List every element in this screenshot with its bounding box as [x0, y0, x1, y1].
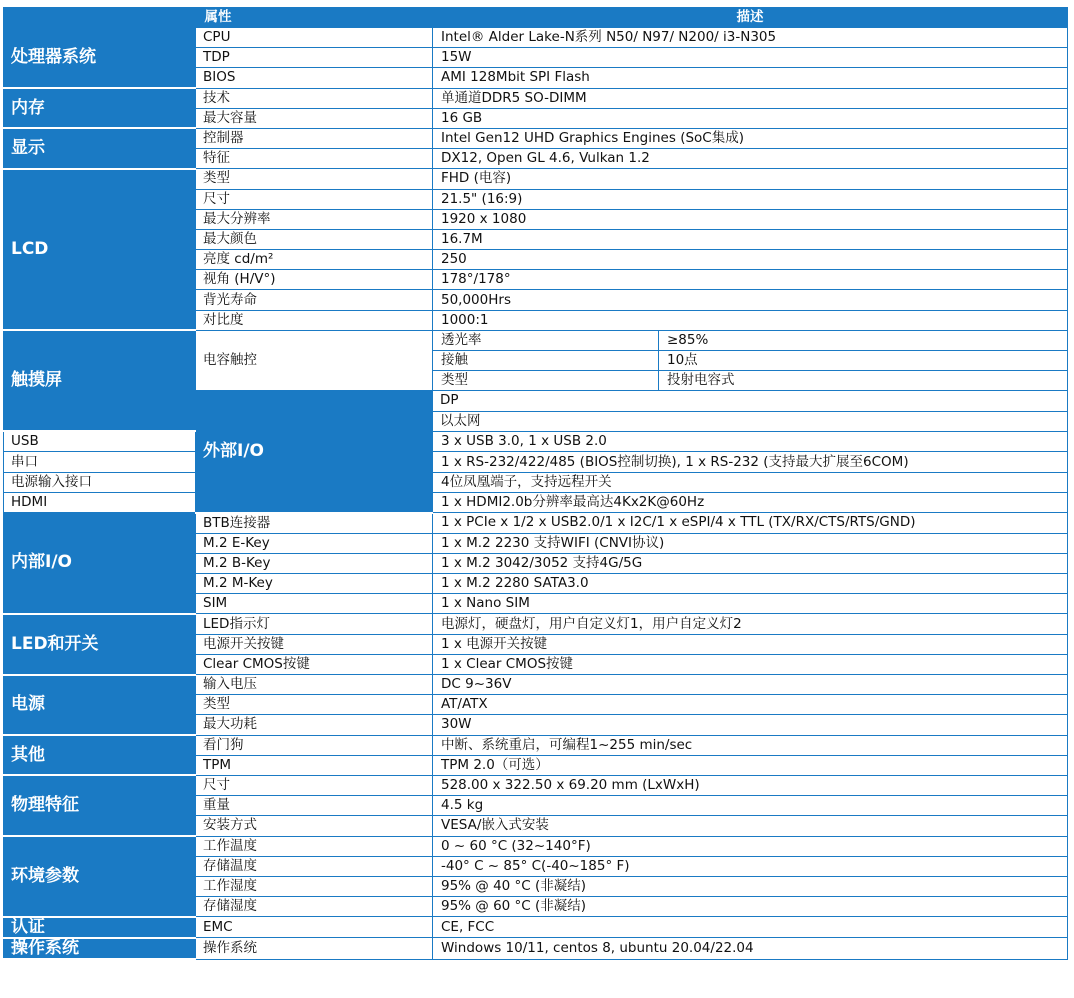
- table-row: [4, 917, 1068, 938]
- value-cell: 4.5 kg: [433, 796, 1068, 816]
- value-cell: 15W: [433, 48, 1068, 68]
- sub-property-cell: 类型: [433, 371, 659, 391]
- category-cell: 认证: [4, 917, 196, 938]
- property-cell: 存储湿度: [196, 897, 433, 917]
- value-cell: 1920 x 1080: [433, 209, 1068, 229]
- sub-property-cell: 接触: [433, 351, 659, 371]
- category-cell: 显示: [4, 128, 196, 168]
- table-row: [4, 492, 1068, 512]
- value-cell: 1 x HDMI2.0b分辨率最高达4Kx2K@60Hz: [433, 492, 1068, 512]
- category-cell: LED和开关: [4, 614, 196, 675]
- category-cell: 操作系统: [4, 938, 196, 959]
- value-cell: -40° C ~ 85° C(-40~185° F): [433, 856, 1068, 876]
- table-header-row: [4, 8, 1068, 28]
- spec-table: [3, 7, 1068, 960]
- property-cell: 以太网: [433, 411, 1068, 431]
- property-cell: HDMI: [4, 492, 196, 512]
- property-cell: 安装方式: [196, 816, 433, 836]
- value-cell: 21.5" (16:9): [433, 189, 1068, 209]
- property-cell: 工作湿度: [196, 876, 433, 896]
- value-cell: 1 x PCIe x 1/2 x USB2.0/1 x I2C/1 x eSPI/4 x TTL (TX/RX/CTS/RTS/GND): [433, 513, 1068, 534]
- value-cell: TPM 2.0（可选）: [433, 755, 1068, 775]
- value-cell: Intel® Alder Lake-N系列 N50/ N97/ N200/ i3-N305: [433, 28, 1068, 48]
- sub-value-cell: ≥85%: [659, 331, 1068, 351]
- property-cell: 工作温度: [196, 836, 433, 856]
- table-row: [4, 88, 1068, 108]
- property-cell: 背光寿命: [196, 290, 433, 310]
- category-cell: 内存: [4, 88, 196, 128]
- property-cell: M.2 M-Key: [196, 574, 433, 594]
- category-cell: 内部I/O: [4, 513, 196, 614]
- property-cell: 视角 (H/V°): [196, 270, 433, 290]
- value-cell: 528.00 x 322.50 x 69.20 mm (LxWxH): [433, 775, 1068, 795]
- property-cell: 串口: [4, 452, 196, 472]
- property-cell: 电源开关按键: [196, 634, 433, 654]
- table-row: [4, 735, 1068, 755]
- property-cell: 亮度 cd/m²: [196, 250, 433, 270]
- sub-row: [433, 331, 1067, 351]
- property-cell: 最大颜色: [196, 229, 433, 249]
- category-cell: LCD: [4, 169, 196, 331]
- category-cell: 处理器系统: [4, 28, 196, 89]
- property-cell: EMC: [196, 917, 433, 938]
- property-cell: TPM: [196, 755, 433, 775]
- table-row: [4, 775, 1068, 795]
- property-cell: DP: [433, 391, 1068, 411]
- value-cell: 1 x Clear CMOS按键: [433, 654, 1068, 674]
- value-cell: 178°/178°: [433, 270, 1068, 290]
- property-cell: 输入电压: [196, 675, 433, 695]
- table-row: [4, 938, 1068, 959]
- value-cell: 16.7M: [433, 229, 1068, 249]
- property-cell: BTB连接器: [196, 513, 433, 534]
- property-cell: 存储温度: [196, 856, 433, 876]
- value-cell: 250: [433, 250, 1068, 270]
- value-cell: 1000:1: [433, 310, 1068, 330]
- value-cell: DC 9~36V: [433, 675, 1068, 695]
- category-cell: 物理特征: [4, 775, 196, 836]
- spec-table-body: [4, 8, 1068, 960]
- table-row: [4, 614, 1068, 634]
- value-cell: DX12, Open GL 4.6, Vulkan 1.2: [433, 149, 1068, 169]
- property-cell: 技术: [196, 88, 433, 108]
- value-cell: 中断、系统重启，可编程1~255 min/sec: [433, 735, 1068, 755]
- property-cell: LED指示灯: [196, 614, 433, 634]
- property-cell: SIM: [196, 594, 433, 614]
- property-cell: 特征: [196, 149, 433, 169]
- table-row: [4, 128, 1068, 148]
- property-cell: Clear CMOS按键: [196, 654, 433, 674]
- sub-property-cell: 透光率: [433, 331, 659, 351]
- property-cell: 重量: [196, 796, 433, 816]
- table-row: [4, 472, 1068, 492]
- sub-value-cell: 投射电容式: [667, 372, 735, 389]
- property-cell: 最大分辨率: [196, 209, 433, 229]
- table-row: [4, 836, 1068, 856]
- value-cell: 1 x M.2 2230 支持WIFI (CNVI协议): [433, 533, 1068, 553]
- sub-table-cell: [433, 330, 1068, 391]
- table-row: [4, 675, 1068, 695]
- value-cell: 30W: [433, 715, 1068, 735]
- property-cell: 类型: [196, 695, 433, 715]
- value-cell: FHD (电容): [433, 169, 1068, 189]
- value-cell: Intel Gen12 UHD Graphics Engines (SoC集成): [433, 128, 1068, 148]
- property-cell: 看门狗: [196, 735, 433, 755]
- property-cell: 操作系统: [196, 938, 433, 959]
- category-cell: 触摸屏: [4, 330, 196, 431]
- value-cell: 1 x M.2 2280 SATA3.0: [433, 574, 1068, 594]
- value-cell: 4位凤凰端子，支持远程开关: [433, 472, 1068, 492]
- sub-row: [433, 371, 1067, 391]
- value-cell: 单通道DDR5 SO-DIMM: [433, 88, 1068, 108]
- sub-value-cell: 10点: [659, 351, 1068, 371]
- property-cell: TDP: [196, 48, 433, 68]
- value-cell: 50,000Hrs: [433, 290, 1068, 310]
- value-cell: 1 x M.2 3042/3052 支持4G/5G: [433, 553, 1068, 573]
- value-cell: 95% @ 40 °C (非凝结): [433, 876, 1068, 896]
- value-cell: 95% @ 60 °C (非凝结): [433, 897, 1068, 917]
- property-cell: USB: [4, 431, 196, 452]
- property-cell: 最大容量: [196, 108, 433, 128]
- property-cell: 电容触控: [196, 330, 433, 391]
- value-cell: 0 ~ 60 °C (32~140°F): [433, 836, 1068, 856]
- value-cell: 电源灯，硬盘灯，用户自定义灯1，用户自定义灯2: [433, 614, 1068, 634]
- property-cell: M.2 B-Key: [196, 553, 433, 573]
- category-cell: 环境参数: [4, 836, 196, 917]
- value-cell: 16 GB: [433, 108, 1068, 128]
- table-row: [4, 431, 1068, 452]
- table-row: [4, 513, 1068, 534]
- value-cell: 1 x RS-232/422/485 (BIOS控制切换), 1 x RS-232 (支持最大扩展至6COM): [433, 452, 1068, 472]
- value-cell: AMI 128Mbit SPI Flash: [433, 68, 1068, 88]
- property-cell: 最大功耗: [196, 715, 433, 735]
- value-cell: VESA/嵌入式安装: [433, 816, 1068, 836]
- property-cell: 电源输入接口: [4, 472, 196, 492]
- property-cell: 控制器: [196, 128, 433, 148]
- value-cell: CE, FCC: [433, 917, 1068, 938]
- header-attribute: 属性: [4, 8, 433, 28]
- property-cell: 尺寸: [196, 775, 433, 795]
- table-row: [4, 169, 1068, 189]
- sub-row: [433, 351, 1067, 371]
- table-row: [4, 452, 1068, 472]
- category-cell: 电源: [4, 675, 196, 736]
- sub-table: [433, 331, 1067, 391]
- property-cell: CPU: [196, 28, 433, 48]
- table-row: [4, 330, 1068, 391]
- property-cell: M.2 E-Key: [196, 533, 433, 553]
- property-cell: 对比度: [196, 310, 433, 330]
- value-cell: 1 x 电源开关按键: [433, 634, 1068, 654]
- category-cell: 其他: [4, 735, 196, 775]
- value-cell: 1 x Nano SIM: [433, 594, 1068, 614]
- value-cell: 3 x USB 3.0, 1 x USB 2.0: [433, 431, 1068, 452]
- table-row: [4, 28, 1068, 48]
- header-description: 描述: [433, 8, 1068, 28]
- value-cell: Windows 10/11, centos 8, ubuntu 20.04/22.04: [433, 938, 1068, 959]
- property-cell: 类型: [196, 169, 433, 189]
- value-cell: AT/ATX: [433, 695, 1068, 715]
- property-cell: BIOS: [196, 68, 433, 88]
- property-cell: 尺寸: [196, 189, 433, 209]
- category-cell: 外部I/O: [196, 391, 433, 513]
